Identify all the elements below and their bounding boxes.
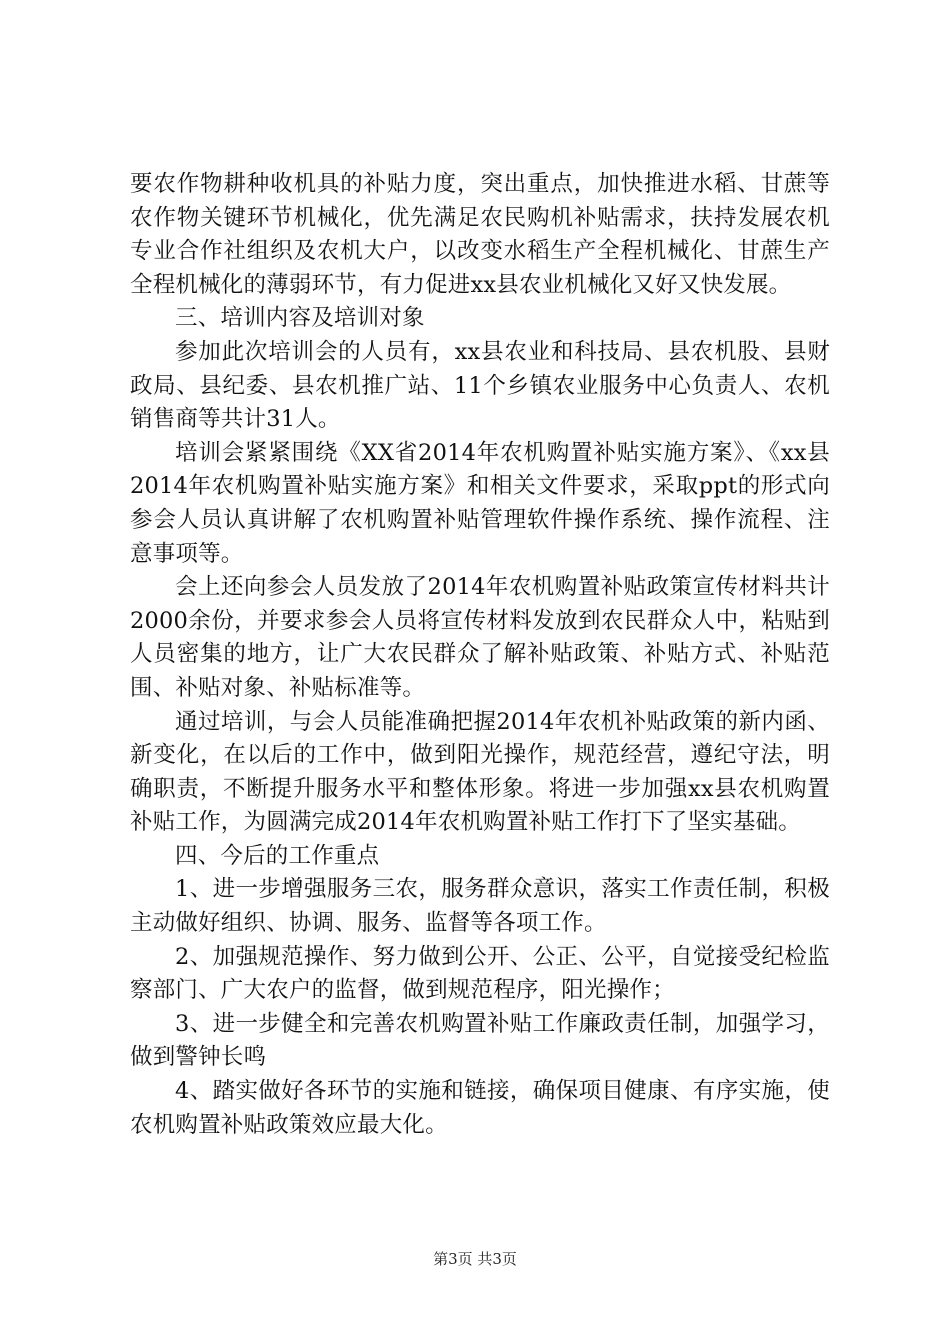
page-footer (0, 1248, 950, 1269)
list-item: 2、加强规范操作、努力做到公开、公正、公平，自觉接受纪检监察部门、广大农户的监督，做到规范程序，阳光操作； (130, 943, 830, 1004)
paragraph: 培训会紧紧围绕《XX省2014年农机购置补贴实施方案》、《xx县2014年农机购置补贴实施方案》和相关文件要求，采取ppt的形式向参会人员认真讲解了农机购置补贴管理软件操作系统、操作流程、注意事项等。 (130, 439, 830, 567)
list-item: 3、进一步健全和完善农机购置补贴工作廉政责任制，加强学习，做到警钟长鸣 (130, 1010, 830, 1071)
paragraph: 参加此次培训会的人员有，xx县农业和科技局、县农机股、县财政局、县纪委、县农机推广站、11个乡镇农业服务中心负责人、农机销售商等共计31人。 (130, 338, 830, 433)
paragraph: 要农作物耕种收机具的补贴力度，突出重点，加快推进水稻、甘蔗等农作物关键环节机械化，优先满足农民购机补贴需求，扶持发展农机专业合作社组织及农机大户，以改变水稻生产全程机械化、甘蔗生产全程机械化的薄弱环节，有力促进xx县农业机械化又好又快发展。 (130, 171, 830, 298)
section-heading: 三、培训内容及培训对象 (175, 305, 425, 332)
document-body (130, 168, 830, 1142)
list-item: 1、进一步增强服务三农，服务群众意识，落实工作责任制，积极主动做好组织、协调、服务、监督等各项工作。 (130, 876, 830, 937)
list-item: 4、踏实做好各环节的实施和链接，确保项目健康、有序实施，使农机购置补贴政策效应最大化。 (130, 1078, 830, 1138)
paragraph: 会上还向参会人员发放了2014年农机购置补贴政策宣传材料共计2000余份，并要求参会人员将宣传材料发放到农民群众人中，粘贴到人员密集的地方，让广大农民群众了解补贴政策、补贴方式、补贴范围、补贴对象、补贴标准等。 (130, 574, 830, 701)
page-number: 第3页 共3页 (433, 1250, 517, 1268)
section-heading: 四、今后的工作重点 (175, 842, 380, 869)
paragraph: 通过培训，与会人员能准确把握2014年农机补贴政策的新内函、新变化，在以后的工作中，做到阳光操作，规范经营，遵纪守法，明确职责，不断提升服务水平和整体形象。将进一步加强xx县农机购置补贴工作，为圆满完成2014年农机购置补贴工作打下了坚实基础。 (130, 708, 830, 836)
